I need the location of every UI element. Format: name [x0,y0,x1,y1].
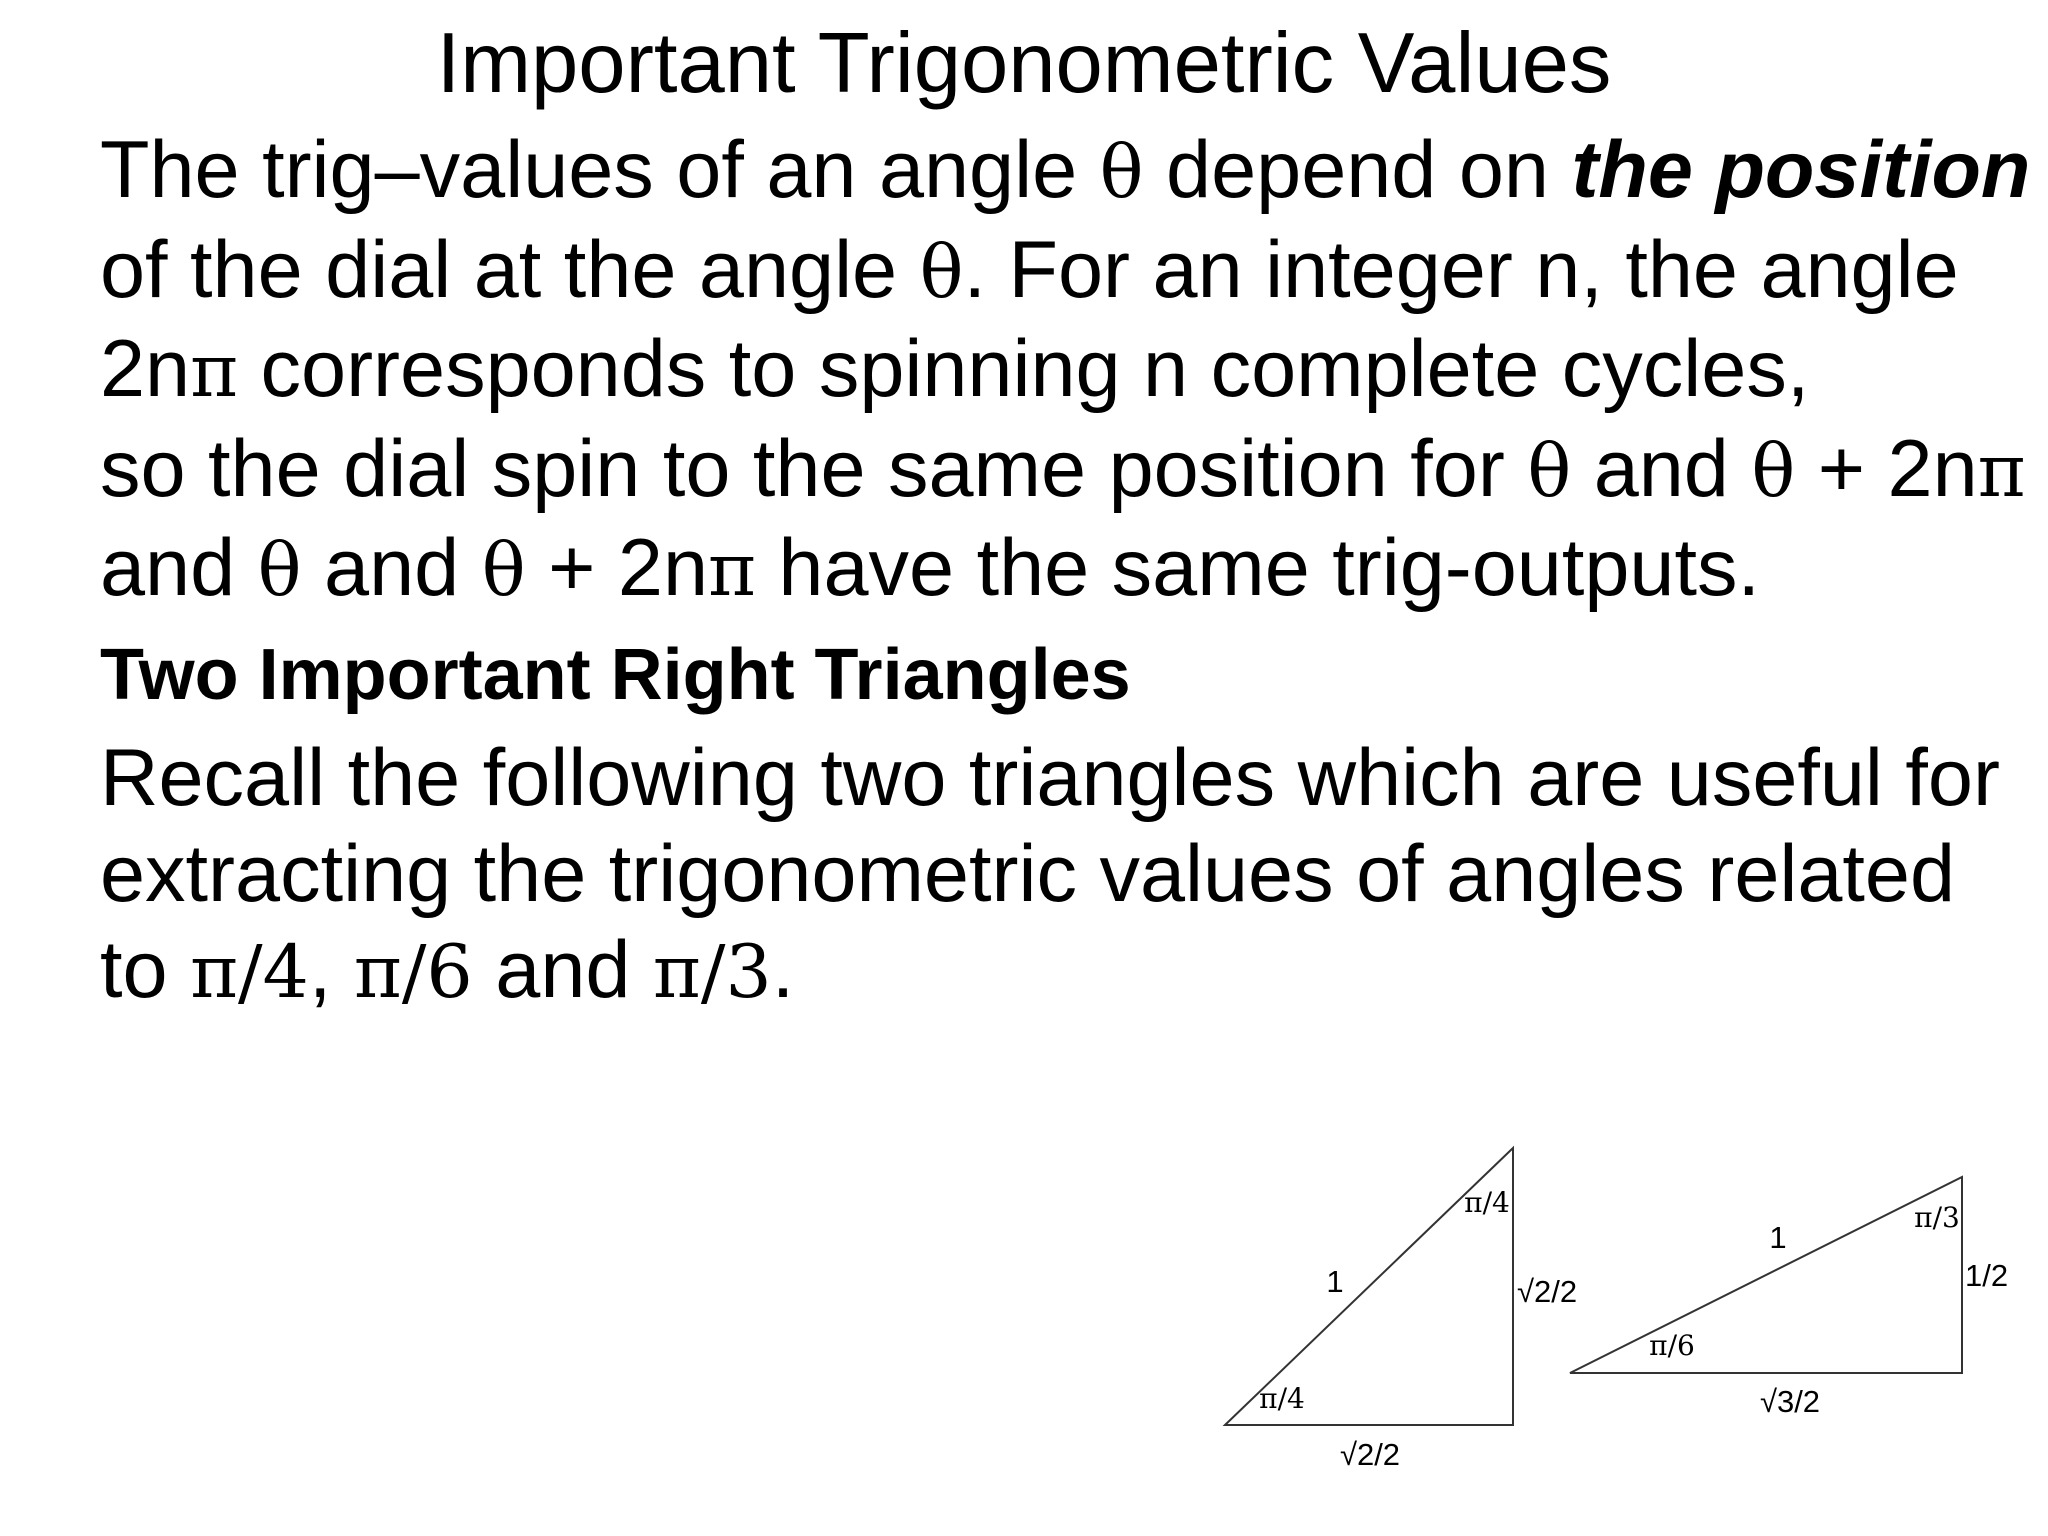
triangle-30-60-horizontal-leg-label: √3/2 [1759,1384,1821,1419]
angle-pi-over-6: π/6 [353,930,473,1015]
slide-title: Important Trigonometric Values [436,16,1612,111]
theta-symbol: θ [481,528,526,613]
triangle-45-top-angle-label: π/4 [1464,1186,1510,1219]
text-segment: and [472,925,653,1015]
pi-symbol: π [190,329,239,414]
triangle-45-horizontal-leg-label: √2/2 [1339,1437,1401,1472]
triangle-30-60-hypotenuse-label: 1 [1769,1220,1787,1255]
angle-pi-over-3: π/3 [652,930,772,1015]
triangle-45-hypotenuse-label: 1 [1326,1264,1344,1299]
theta-symbol: θ [1751,428,1796,514]
text-segment: and [100,523,258,613]
text-segment: corresponds to spinning n complete cycles, [238,324,1810,414]
text-segment: The trig–values of an angle [100,125,1100,215]
triangle-45-45-90 [1225,1148,1577,1472]
text-segment: have the same trig-outputs. [755,523,1760,613]
text-segment: + 2n [1795,423,1978,514]
text-segment: , [308,925,354,1015]
text-segment: + 2n [525,523,709,613]
triangle-30-60-vertical-leg-label: 1/2 [1965,1258,2009,1293]
text-segment: . [771,925,795,1015]
text-segment: and [301,523,482,613]
theta-symbol: θ [1099,130,1144,215]
theta-symbol: θ [919,229,964,315]
text-segment: . For an integer n, the angle [963,224,1959,315]
text-segment: of the dial at the angle [100,224,920,315]
triangle-45-vertical-leg-label: √2/2 [1517,1274,1578,1309]
triangle-45-bottom-angle-label: π/4 [1259,1382,1305,1415]
triangle-30-60-top-angle-label: π/3 [1914,1201,1960,1234]
theta-symbol: θ [1527,428,1572,514]
triangles-line-2: extracting the trigonometric values of angles related [100,829,1956,919]
pi-symbol: π [1977,428,2026,514]
triangle-30-60-bottom-angle-label: π/6 [1649,1329,1695,1362]
emphasis-text: the position [1571,125,2031,215]
text-segment: 2n [100,324,191,414]
triangles-line-1: Recall the following two triangles which are useful for [100,733,2000,823]
text-segment: and [1571,423,1752,514]
text-segment: depend on [1143,125,1572,215]
triangle-30-60-shape [1570,1177,1962,1373]
pi-symbol: π [708,528,756,613]
angle-pi-over-4: π/4 [190,930,309,1015]
text-segment: so the dial spin to the same position for [100,423,1528,514]
theta-symbol: θ [257,528,302,613]
triangle-30-60-90 [1570,1177,2008,1419]
section-heading: Two Important Right Triangles [100,635,1131,715]
text-segment: to [100,925,191,1015]
